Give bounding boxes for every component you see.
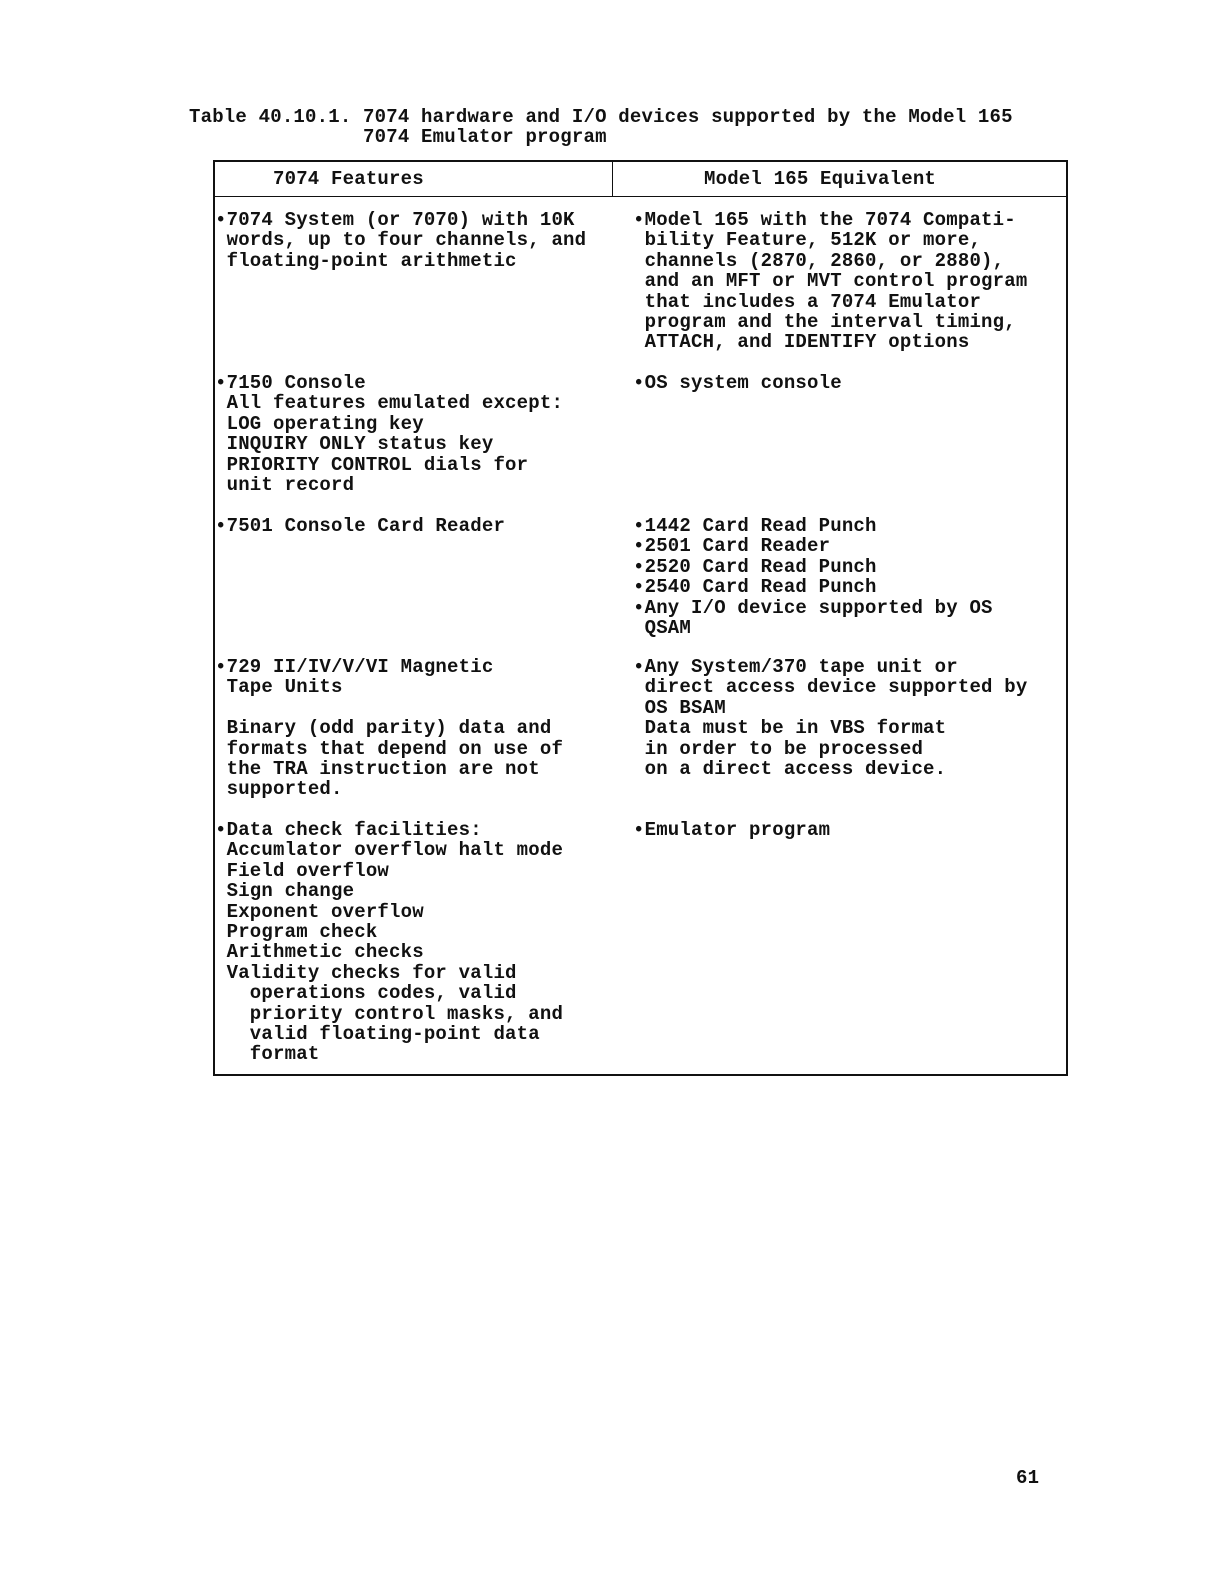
row-4-equivalent: •Any System/370 tape unit or direct access device supported by OS BSAM Data must be in VBS format in order to be processed on a direct access device. <box>633 656 1028 781</box>
row-5-feature: •Data check facilities: Accumlator overflow halt mode Field overflow Sign change Exponent overflow Program check Arithmetic checks Validity checks for valid operations codes, valid priority control masks, and valid floating-point data format <box>215 819 564 1066</box>
row-5-equivalent: •Emulator program <box>633 819 831 841</box>
row-2-feature: •7150 Console All features emulated except: LOG operating key INQUIRY ONLY status key PRIORITY CONTROL dials for unit record <box>215 372 564 497</box>
row-4-feature: •729 II/IV/V/VI Magnetic Tape Units Binary (odd parity) data and formats that depend on use of the TRA instruction are not supported. <box>215 656 564 801</box>
caption-line-2: 7074 Emulator program <box>189 126 607 149</box>
features-table <box>213 160 1068 1076</box>
table-caption <box>189 107 1013 148</box>
row-1-equivalent: •Model 165 with the 7074 Compati- bility Feature, 512K or more, channels (2870, 2860, or 2880), and an MFT or MVT control program that includes a 7074 Emulator program and the interval timing, ATTACH, and IDENTIFY options <box>633 209 1028 354</box>
row-2-equivalent: •OS system console <box>633 372 842 394</box>
page-number: 61 <box>1016 1467 1040 1489</box>
header-separator <box>215 196 1066 197</box>
caption-line-1: Table 40.10.1. 7074 hardware and I/O devices supported by the Model 165 <box>189 106 1013 128</box>
header-model-165-equivalent: Model 165 Equivalent <box>704 168 937 190</box>
row-1-feature: •7074 System (or 7070) with 10K words, up to four channels, and floating-point arithmetic <box>215 209 587 272</box>
row-3-equivalent: •1442 Card Read Punch •2501 Card Reader •2520 Card Read Punch •2540 Card Read Punch •Any I/O device supported by OS QSAM <box>633 515 993 640</box>
header-7074-features: 7074 Features <box>273 168 424 190</box>
header-column-divider <box>612 162 613 196</box>
row-3-feature: •7501 Console Card Reader <box>215 515 506 537</box>
